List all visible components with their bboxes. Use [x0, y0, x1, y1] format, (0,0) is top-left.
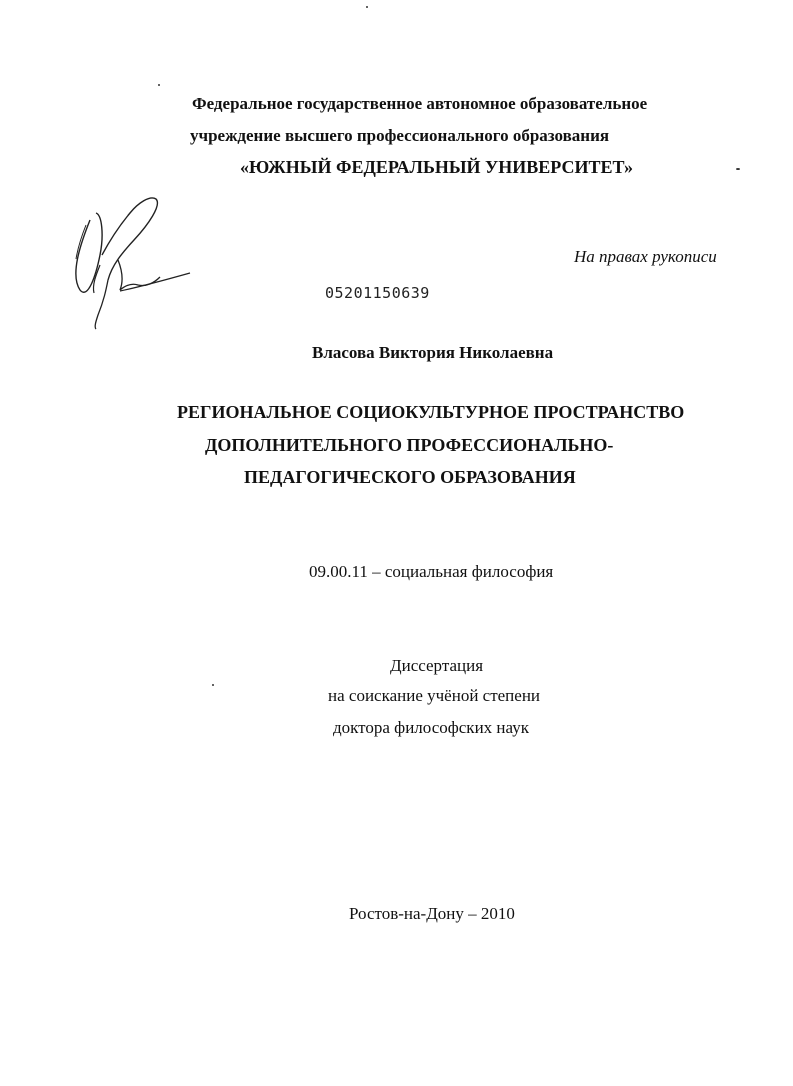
dissertation-label: Диссертация — [390, 656, 484, 675]
degree-name: доктора философских наук — [333, 718, 529, 737]
author-name: Власова Виктория Николаевна — [312, 343, 554, 362]
dissertation-title-line-3: ПЕДАГОГИЧЕСКОГО ОБРАЗОВАНИЯ — [244, 467, 576, 487]
scan-speck — [736, 168, 740, 170]
institution-line-2: учреждение высшего профессионального образования — [190, 126, 610, 145]
place-and-year: Ростов-на-Дону – 2010 — [349, 904, 515, 923]
scan-speck — [212, 684, 214, 686]
degree-purpose: на соискание учёной степени — [328, 686, 541, 705]
specialty-code: 09.00.11 – социальная философия — [309, 562, 554, 581]
institution-line-1: Федеральное государственное автономное образовательное — [192, 94, 648, 113]
serial-number: 05201150639 — [325, 284, 430, 302]
dissertation-title-line-1: РЕГИОНАЛЬНОЕ СОЦИОКУЛЬТУРНОЕ ПРОСТРАНСТВО — [177, 402, 685, 422]
handwritten-signature — [60, 185, 200, 335]
dissertation-title-line-2: ДОПОЛНИТЕЛЬНОГО ПРОФЕССИОНАЛЬНО- — [205, 435, 614, 455]
scan-speck — [366, 6, 368, 8]
manuscript-rights-note: На правах рукописи — [574, 247, 717, 266]
scan-speck — [158, 84, 160, 86]
university-name: «ЮЖНЫЙ ФЕДЕРАЛЬНЫЙ УНИВЕРСИТЕТ» — [240, 157, 634, 177]
